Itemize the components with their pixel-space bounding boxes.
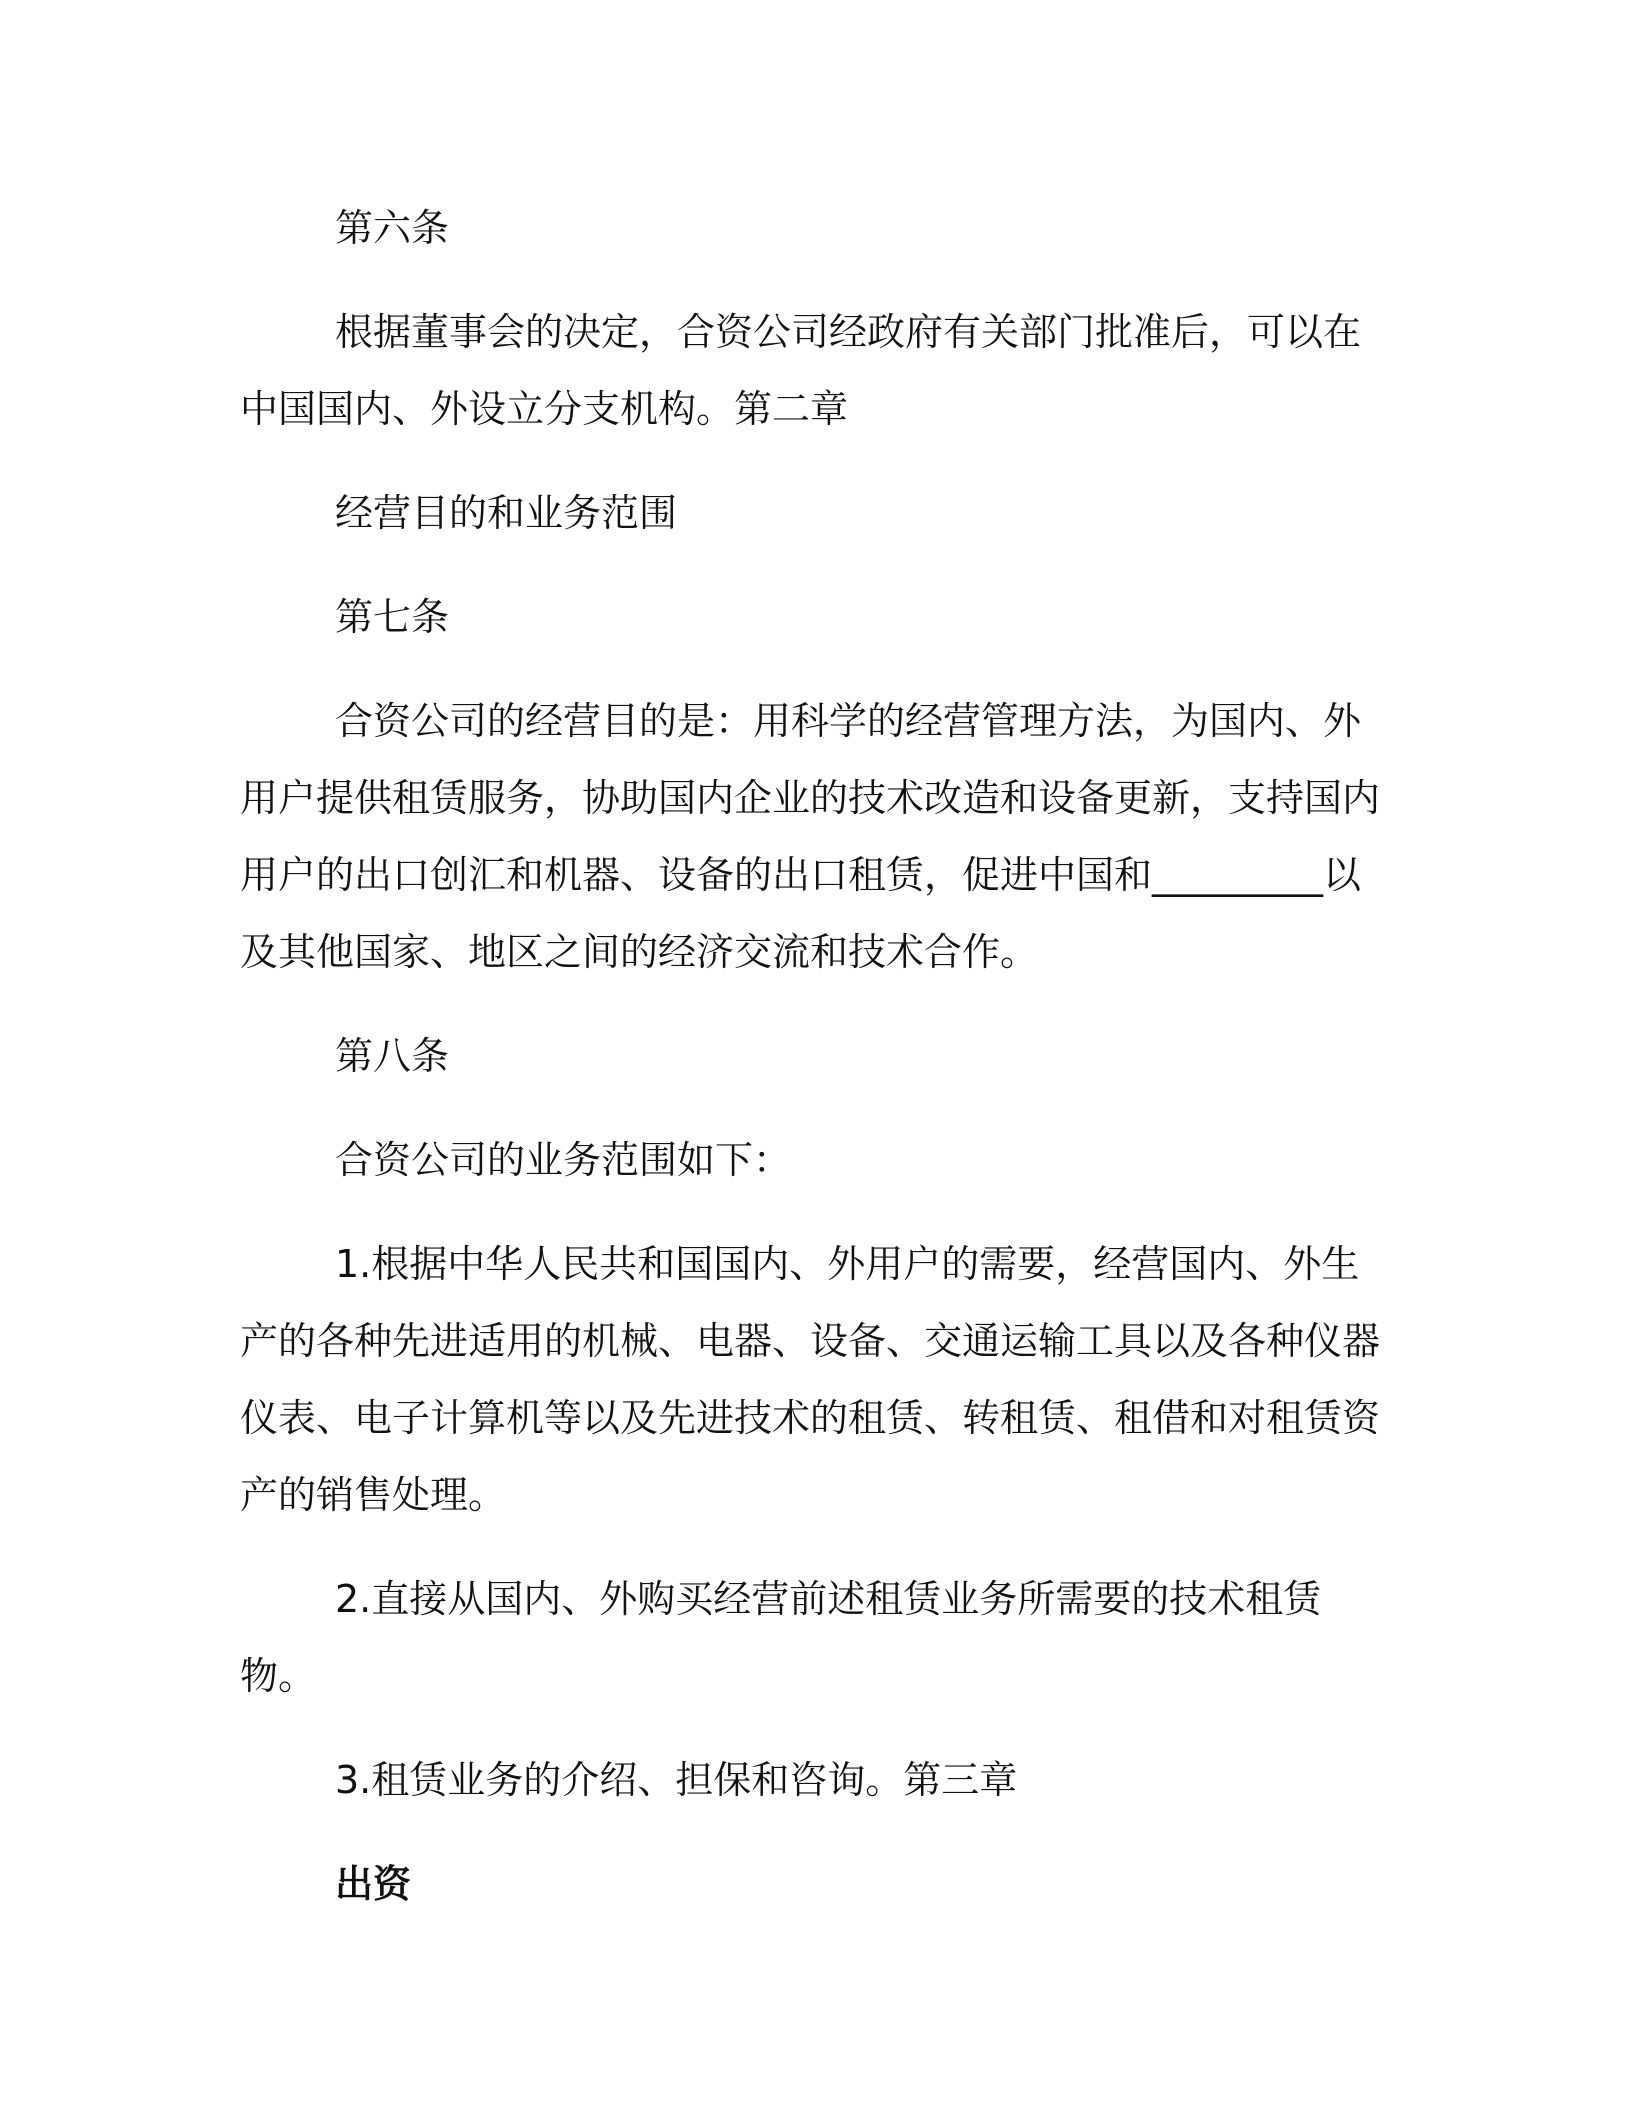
article-8-intro: 合资公司的业务范围如下： (335, 1138, 792, 1182)
article-8-item-2: 2.直接从国内、外购买经营前述租赁业务所需要的技术租赁物。 (240, 1577, 1322, 1698)
article-6-text: 根据董事会的决定，合资公司经政府有关部门批准后，可以在中国国内、外设立分支机构。第二章 (240, 310, 1362, 431)
article-8-item-1: 1.根据中华人民共和国国内、外用户的需要，经营国内、外生产的各种先进适用的机械、电器、设备、交通运输工具以及各种仪器仪表、电子计算机等以及先进技术的租赁、转租赁、租借和对租赁资产的销售处理。 (240, 1242, 1381, 1517)
article-8-title: 第八条 (335, 1034, 450, 1078)
article-6-title: 第六条 (335, 206, 450, 250)
document-body (240, 190, 1388, 1923)
article-8-item-3: 3.租赁业务的介绍、担保和咨询。第三章 (335, 1758, 1018, 1802)
article-7-text: 合资公司的经营目的是：用科学的经营管理方法，为国内、外用户提供租赁服务，协助国内企业的技术改造和设备更新，支持国内用户的出口创汇和机器、设备的出口租赁，促进中国和_________以及其他国家、地区之间的经济交流和技术合作。 (240, 699, 1381, 974)
article-7-title: 第七条 (335, 595, 450, 639)
chapter-3-title: 出资 (335, 1862, 412, 1906)
chapter-2-title: 经营目的和业务范围 (335, 491, 678, 535)
